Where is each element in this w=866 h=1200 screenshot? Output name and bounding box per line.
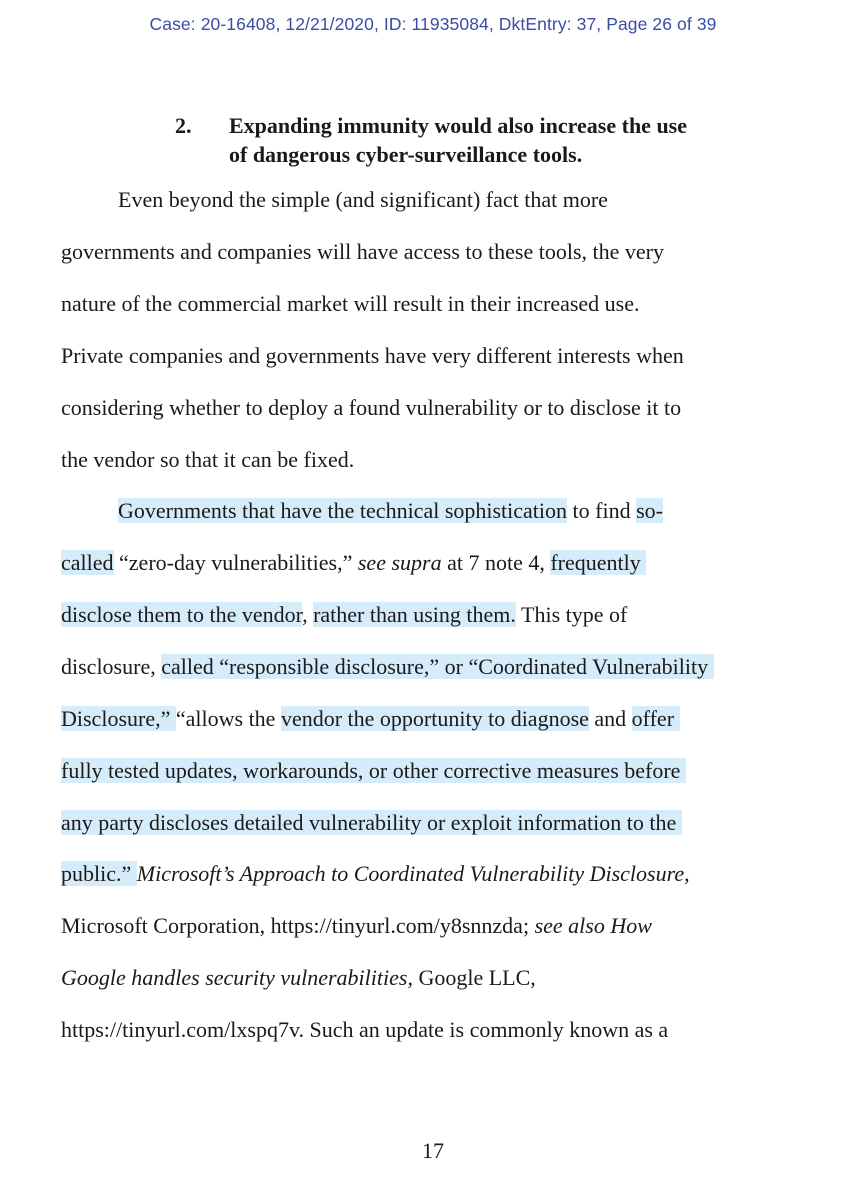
paragraph-2-line-9 xyxy=(61,912,652,940)
highlight: fully tested updates, workarounds, or other corrective measures before xyxy=(61,758,686,783)
paragraph-1-line-1: Even beyond the simple (and significant) fact that more xyxy=(118,187,608,212)
text-run: at 7 note 4, xyxy=(441,550,551,575)
citation-title: Google handles security vulnerabilities xyxy=(61,965,408,990)
text-run: “zero-day vulnerabilities,” xyxy=(113,550,358,575)
text-run: to find xyxy=(567,498,637,523)
paragraph-2-line-4 xyxy=(61,653,714,681)
paragraph-1-line-3: nature of the commercial market will result in their increased use. xyxy=(61,291,640,316)
text-run: , Google LLC, xyxy=(407,965,536,990)
paragraph-2-line-5 xyxy=(61,705,680,733)
case-header: Case: 20-16408, 12/21/2020, ID: 11935084, DktEntry: 37, Page 26 of 39 xyxy=(149,14,717,34)
text-run: This type of xyxy=(515,602,628,627)
paragraph-1-line-5: considering whether to deploy a found vulnerability or to disclose it to xyxy=(61,395,682,420)
section-heading-line-2: of dangerous cyber-surveillance tools. xyxy=(229,142,583,167)
text-run: disclosure, xyxy=(61,654,162,679)
section-heading xyxy=(175,111,815,169)
page-number: 17 xyxy=(422,1138,444,1163)
highlight: vendor the opportunity to diagnose xyxy=(280,706,589,731)
highlight: public.” xyxy=(61,861,137,886)
paragraph-2-line-11: https://tinyurl.com/lxspq7v. Such an update is commonly known as a xyxy=(61,1017,669,1042)
citation-signal: see supra xyxy=(357,550,442,575)
section-number: 2. xyxy=(175,113,192,138)
highlight: rather than using them. xyxy=(313,602,516,627)
paragraph-2-line-6 xyxy=(61,757,686,785)
highlight: offer xyxy=(631,706,680,731)
text-run: “allows the xyxy=(175,706,281,731)
highlight: frequently xyxy=(550,550,647,575)
highlight: called xyxy=(61,550,114,575)
text-run: , xyxy=(302,602,314,627)
text-run: , xyxy=(684,861,690,886)
citation-signal: see also How xyxy=(534,913,652,938)
paragraph-1-line-6: the vendor so that it can be fixed. xyxy=(61,447,355,472)
text-run: and xyxy=(588,706,632,731)
highlight: disclose them to the vendor xyxy=(61,602,303,627)
paragraph-2-line-7 xyxy=(61,809,682,837)
section-heading-line-1: Expanding immunity would also increase the use xyxy=(229,113,688,138)
highlight: so- xyxy=(636,498,663,523)
paragraph-2-line-10 xyxy=(61,964,536,992)
highlight: Governments that have the technical sophistication xyxy=(118,498,568,523)
citation-title: Microsoft’s Approach to Coordinated Vulnerability Disclosure xyxy=(136,861,685,886)
paragraph-1-line-2: governments and companies will have access to these tools, the very xyxy=(61,239,664,264)
paragraph-2-line-3 xyxy=(61,601,627,629)
text-run: Microsoft Corporation, https://tinyurl.com/y8snnzda; xyxy=(61,913,535,938)
paragraph-2-line-2 xyxy=(61,549,646,577)
paragraph-2-line-1 xyxy=(118,497,663,525)
paragraph-2-line-8 xyxy=(61,860,690,888)
highlight: Disclosure,” xyxy=(61,706,176,731)
highlight: called “responsible disclosure,” or “Coordinated Vulnerability xyxy=(161,654,714,679)
highlight: any party discloses detailed vulnerability or exploit information to the xyxy=(61,810,682,835)
paragraph-1-line-4: Private companies and governments have very different interests when xyxy=(61,343,684,368)
